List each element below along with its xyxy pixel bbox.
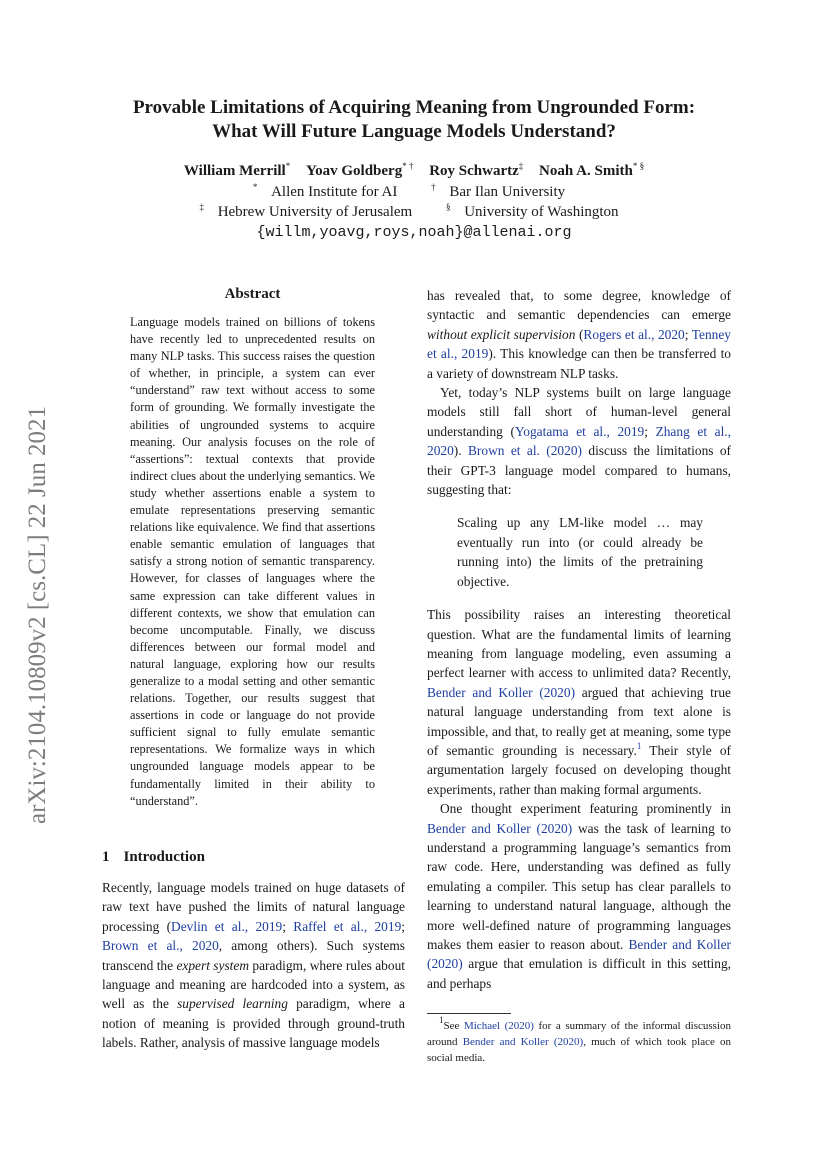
text-run: was the task of learning to understand a programming language’s semantics from raw code. Here, understanding was defined as fully emulating a compiler. This setup has clear parallels to learning to understand natural language, although the more well-defined nature of programming languages makes them easier to reason about. xyxy=(427,820,731,952)
abstract-body: Language models trained on billions of tokens have recently led to unprecedented results on many NLP tasks. This success raises the question of whether, in principle, a system can ever “understand” raw text without access to some form of grounding. We formally investigate the abilities of ungrounded systems to acquire meaning. Our analysis focuses on the role of “assertions”: textual contexts that provide indirect clues about the underlying semantics. We study whether assertions enable a system to emulate representations preserving semantic relations like equivalence. We find that assertions enable semantic emulation of languages that satisfy a strong notion of semantic transparency. However, for classes of languages where the same expression can take different values in different contexts, we show that emulation can become uncomputable. Finally, we discuss differences between our formal model and natural language, exploring how our results generalize to a modal setting and other semantic relations. Together, our results suggest that assertions in code or language do not provide sufficient signal to fully emulate semantic representations. We formalize ways in which ungrounded language models appear to be fundamentally limited in their ability to “understand”. xyxy=(130,315,375,808)
author-emails: {willm,yoavg,roys,noah}@allenai.org xyxy=(256,224,572,241)
affiliation-line-1 xyxy=(60,184,768,201)
affiliation xyxy=(446,204,629,220)
citation-link[interactable]: Brown et al., 2020 xyxy=(102,938,219,954)
text-run: ; xyxy=(282,918,294,934)
text-run: has revealed that, to some degree, knowledge of syntactic and semantic dependencies can emerge xyxy=(427,288,731,323)
citation-link[interactable]: Zhang et al., 2020 xyxy=(427,423,731,459)
author-mark: ‡ xyxy=(518,161,524,171)
text-run: ). xyxy=(453,443,468,459)
author-name: William Merrill xyxy=(183,163,286,179)
text-run: See xyxy=(443,1020,464,1032)
author-list xyxy=(60,163,768,180)
text-run: One thought experiment featuring prominently in xyxy=(440,801,731,817)
section-heading xyxy=(102,849,205,866)
body-paragraph xyxy=(427,605,731,799)
emphasis: without explicit supervision xyxy=(427,326,576,342)
author-name: Roy Schwartz xyxy=(429,163,519,179)
abstract-heading: Abstract xyxy=(224,286,281,302)
citation-link[interactable]: Bender and Koller (2020) xyxy=(462,1036,584,1048)
body-paragraph xyxy=(427,799,731,993)
author-mark: * † xyxy=(402,161,414,171)
affiliation xyxy=(253,184,407,200)
citation-link[interactable]: Devlin et al., 2019 xyxy=(171,918,283,934)
footnote-divider xyxy=(427,1013,511,1014)
intro-column-right xyxy=(427,286,731,993)
author-name: Noah A. Smith xyxy=(539,163,633,179)
body-paragraph xyxy=(427,383,731,499)
author xyxy=(539,163,644,179)
citation-link[interactable]: Tenney et al., 2019 xyxy=(427,326,731,362)
citation-link[interactable]: Bender and Koller (2020) xyxy=(427,684,576,700)
author xyxy=(429,163,523,179)
text-run: , among others). Such systems transcend the xyxy=(102,938,405,973)
author xyxy=(306,163,414,179)
citation-link[interactable]: Bender and Koller (2020) xyxy=(427,820,573,836)
emphasis: expert system xyxy=(176,957,250,973)
affiliation-mark: * xyxy=(252,182,258,192)
paper-title xyxy=(60,96,768,144)
arxiv-identifier-text: arXiv:2104.10809v2 [cs.CL] 22 Jun 2021 xyxy=(24,405,51,825)
affiliation xyxy=(199,204,422,220)
affiliation-mark: ‡ xyxy=(199,202,204,212)
text-run: Yet, today’s NLP systems built on large language models still fall short of human-level general understanding ( xyxy=(427,385,731,439)
author-mark: * xyxy=(285,161,291,171)
intro-paragraph xyxy=(102,878,405,1053)
arxiv-identifier xyxy=(16,375,60,855)
text-run: Their style of argumentation largely focused on developing thought experiments, rather than making formal arguments. xyxy=(427,742,732,797)
text-run: argued that achieving true natural language understanding from text alone is impossible, and that, to really get at meaning, some type of semantic grounding is necessary. xyxy=(427,684,731,758)
affiliation-mark: † xyxy=(431,182,436,192)
citation-link[interactable]: Rogers et al., 2020 xyxy=(583,326,685,342)
intro-column-left xyxy=(102,878,405,1053)
citation-link[interactable]: Yogatama et al., 2019 xyxy=(514,423,645,439)
footnote xyxy=(427,1015,732,1066)
affiliation-name: Hebrew University of Jerusalem xyxy=(217,204,413,220)
text-run: discuss the limitations of their GPT-3 language model compared to humans, suggesting that: xyxy=(427,443,732,498)
citation-link[interactable]: Bender and Koller (2020) xyxy=(427,937,731,972)
author-name: Yoav Goldberg xyxy=(305,163,403,179)
text-run: This possibility raises an interesting theoretical question. What are the fundamental limits of learning meaning from language modeling, even assuming a perfect learner with access to unlimited data? Recently, xyxy=(427,607,731,681)
block-quote: Scaling up any LM-like model … may eventually run into (or could already be running into) the limits of the pretraining objective. xyxy=(457,515,703,589)
title-line-2: What Will Future Language Models Understand? xyxy=(212,121,616,142)
text-run: for a summary of the informal discussion around xyxy=(427,1020,731,1048)
text-run: paradigm, where a notion of meaning is provided through ground-truth labels. Rather, analysis of massive language models xyxy=(102,996,405,1051)
affiliation-name: University of Washington xyxy=(464,204,619,220)
affiliation xyxy=(431,184,575,200)
text-run: ; xyxy=(644,423,656,439)
section-number: 1 xyxy=(102,849,110,865)
footnote-marker[interactable]: 1 xyxy=(636,740,642,751)
body-paragraph xyxy=(427,286,731,383)
text-run: , much of which took place on social media. xyxy=(427,1036,732,1064)
text-run: argue that emulation is difficult in this setting, and perhaps xyxy=(427,956,731,991)
affiliation-mark: § xyxy=(445,202,451,212)
text-run: ; xyxy=(401,918,405,934)
text-run: ). This knowledge can then be transferred to a variety of downstream NLP tasks. xyxy=(427,346,731,381)
citation-link[interactable]: Raffel et al., 2019 xyxy=(293,918,402,934)
author-mark: * § xyxy=(632,161,645,171)
footnote-number: 1 xyxy=(439,1015,444,1025)
author xyxy=(184,163,290,179)
citation-link[interactable]: Brown et al. (2020) xyxy=(467,443,582,459)
emphasis: supervised learning xyxy=(177,996,288,1012)
affiliation-name: Allen Institute for AI xyxy=(271,184,398,200)
title-line-1: Provable Limitations of Acquiring Meaning from Ungrounded Form: xyxy=(132,97,696,118)
text-run: Recently, language models trained on huge datasets of raw text have pushed the limits of natural language processing ( xyxy=(102,880,405,934)
text-run: ( xyxy=(575,326,584,342)
text-run: ; xyxy=(684,326,692,342)
citation-link[interactable]: Michael (2020) xyxy=(463,1020,534,1032)
affiliation-line-2 xyxy=(60,204,768,221)
text-run: paradigm, where rules about language and meaning are hardcoded into a system, as well as the xyxy=(102,957,405,1012)
affiliation-name: Bar Ilan University xyxy=(449,184,566,200)
section-title: Introduction xyxy=(123,849,205,865)
